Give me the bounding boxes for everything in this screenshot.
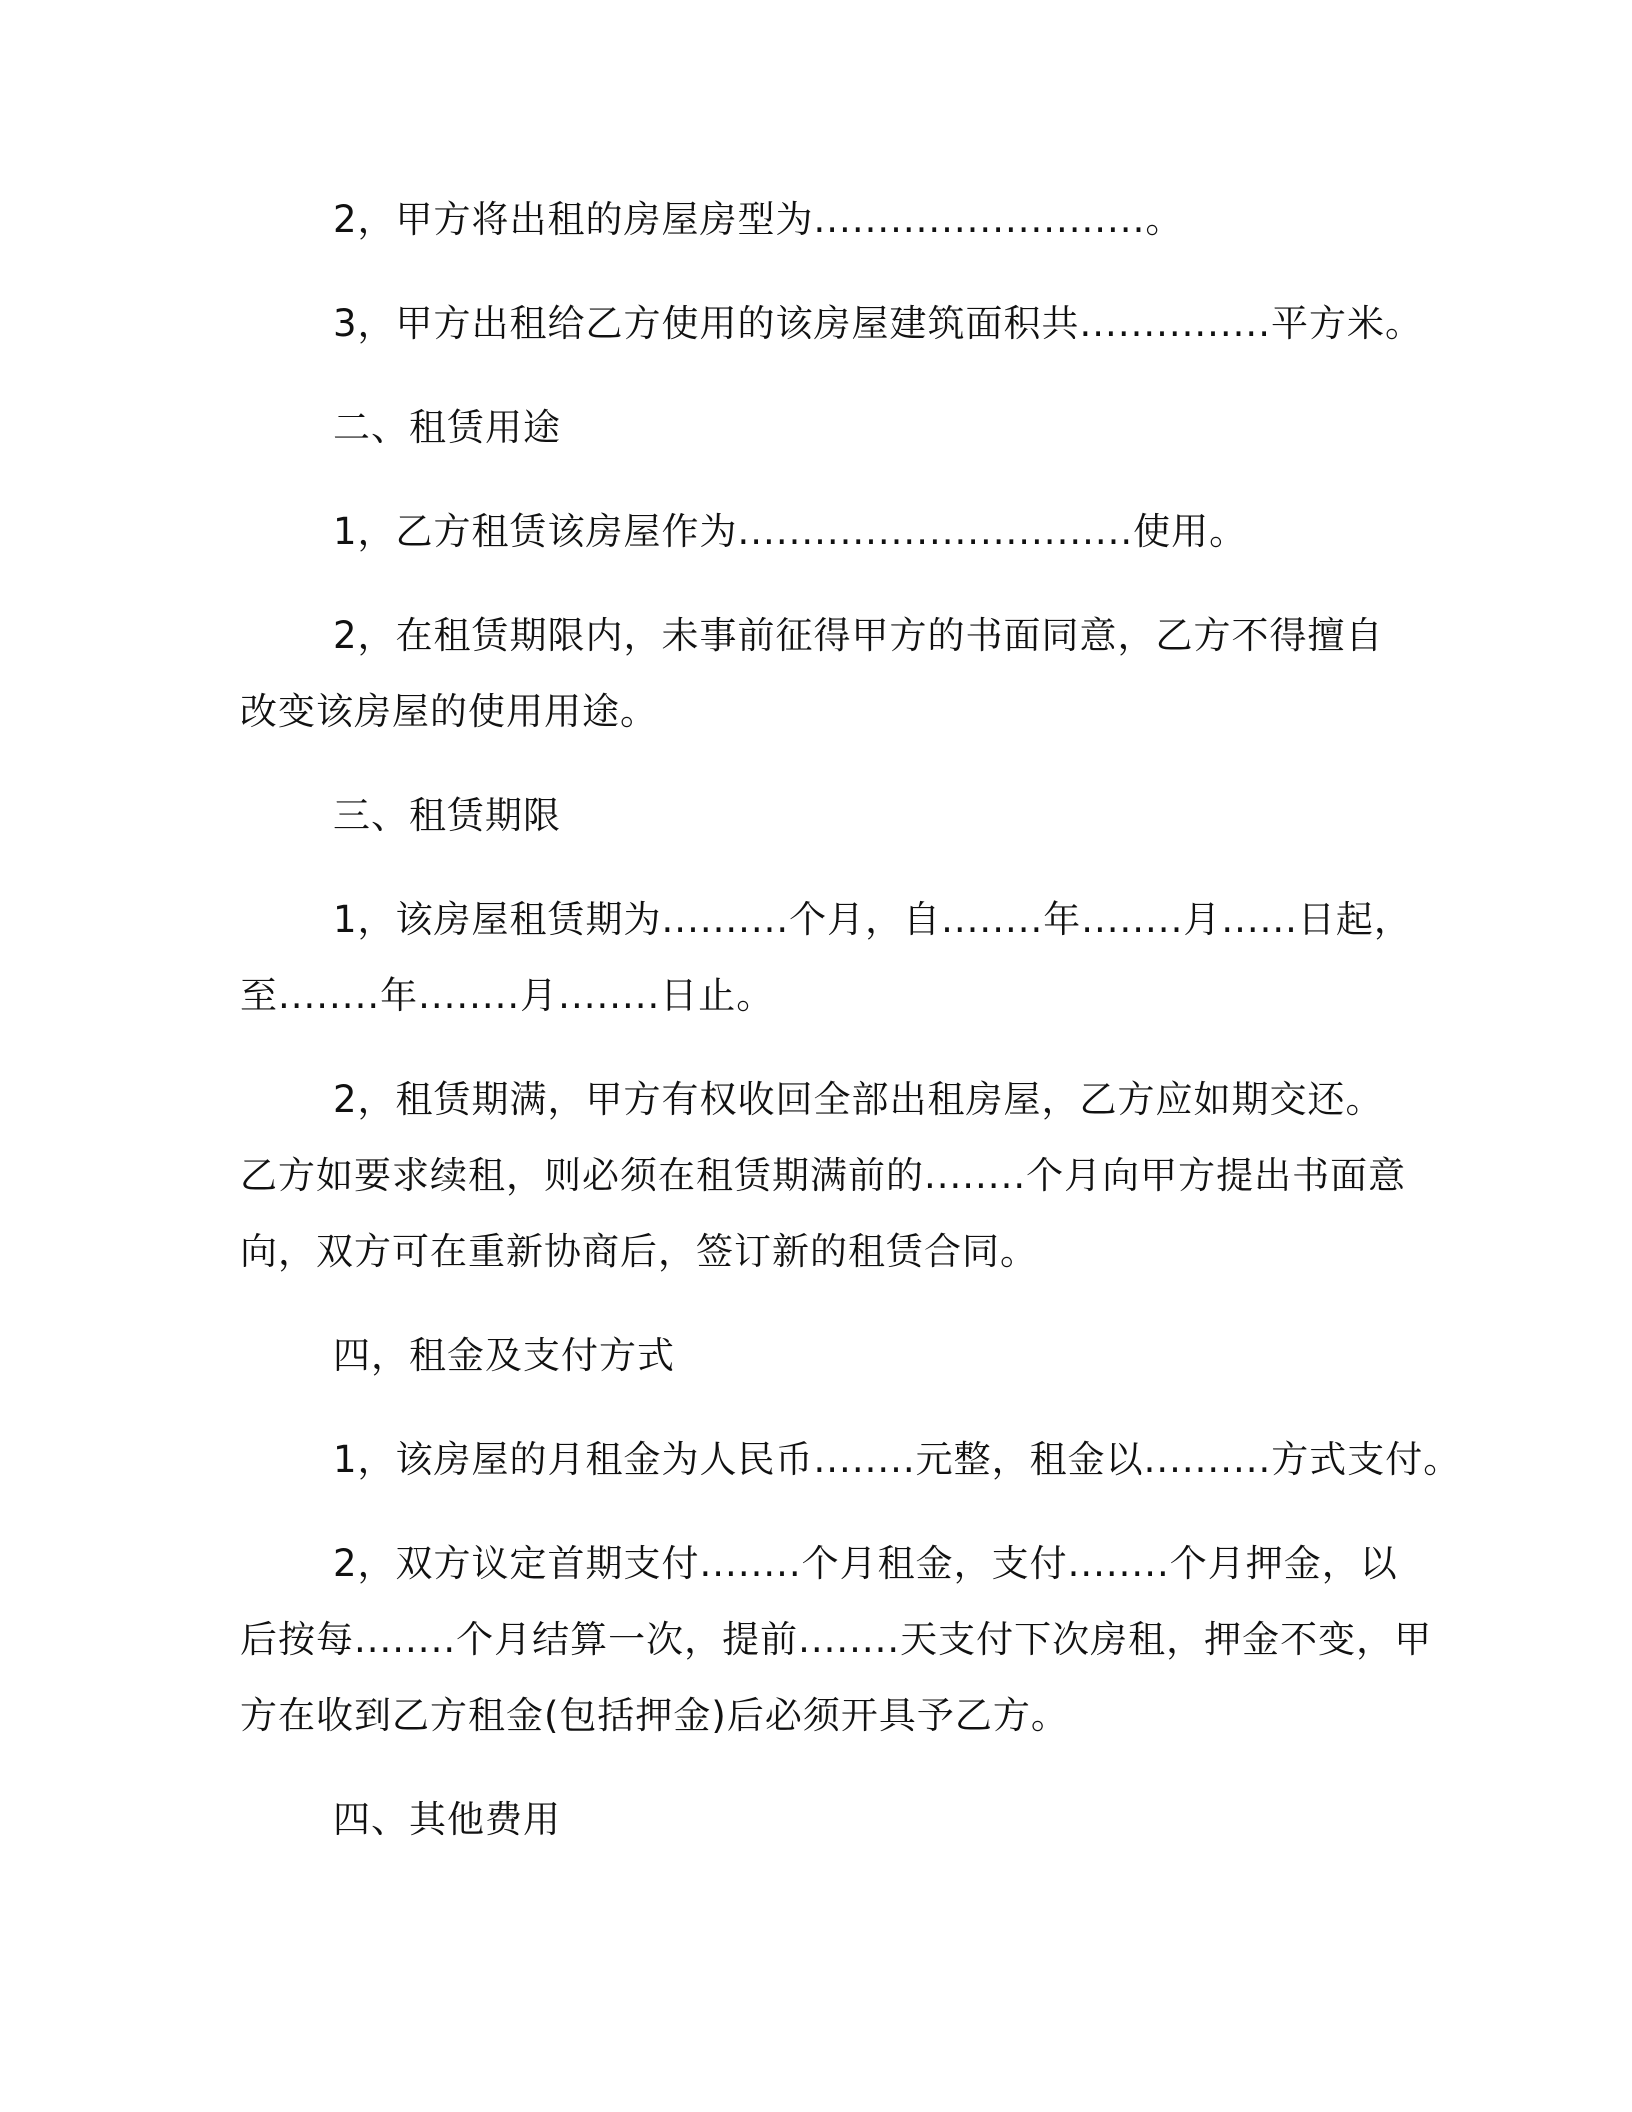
clause-renewal-line-1: 2，租赁期满，甲方有权收回全部出租房屋，乙方应如期交还。	[333, 1078, 1384, 1121]
section-heading-lease-purpose: 二、租赁用途	[333, 406, 561, 449]
clause-payment-line-3: 方在收到乙方租金(包括押金)后必须开具予乙方。	[240, 1694, 1069, 1737]
section-heading-rent-payment: 四，租金及支付方式	[333, 1334, 675, 1377]
clause-term-line-2: 至........年........月........日止。	[240, 974, 775, 1017]
section-heading-lease-term: 三、租赁期限	[333, 794, 561, 837]
clause-payment-line-2: 后按每........个月结算一次，提前........天支付下次房租，押金不变，甲	[240, 1618, 1433, 1661]
clause-room-type: 2，甲方将出租的房屋房型为..........................。	[333, 198, 1184, 241]
clause-usage: 1，乙方租赁该房屋作为...............................使用。	[333, 510, 1248, 553]
clause-no-change-line-2: 改变该房屋的使用用途。	[240, 690, 658, 733]
clause-payment-line-1: 2，双方议定首期支付........个月租金，支付........个月押金，以	[333, 1542, 1398, 1585]
clause-term-line-1: 1，该房屋租赁期为..........个月，自........年........月......日起，	[333, 898, 1412, 941]
clause-monthly-rent: 1，该房屋的月租金为人民币........元整，租金以..........方式支付。	[333, 1438, 1462, 1481]
clause-renewal-line-3: 向，双方可在重新协商后，签订新的租赁合同。	[240, 1230, 1038, 1273]
section-heading-other-fees: 四、其他费用	[333, 1798, 561, 1841]
clause-no-change-line-1: 2，在租赁期限内，未事前征得甲方的书面同意，乙方不得擅自	[333, 614, 1384, 657]
clause-renewal-line-2: 乙方如要求续租，则必须在租赁期满前的........个月向甲方提出书面意	[240, 1154, 1407, 1197]
clause-floor-area: 3，甲方出租给乙方使用的该房屋建筑面积共...............平方米。	[333, 302, 1423, 345]
